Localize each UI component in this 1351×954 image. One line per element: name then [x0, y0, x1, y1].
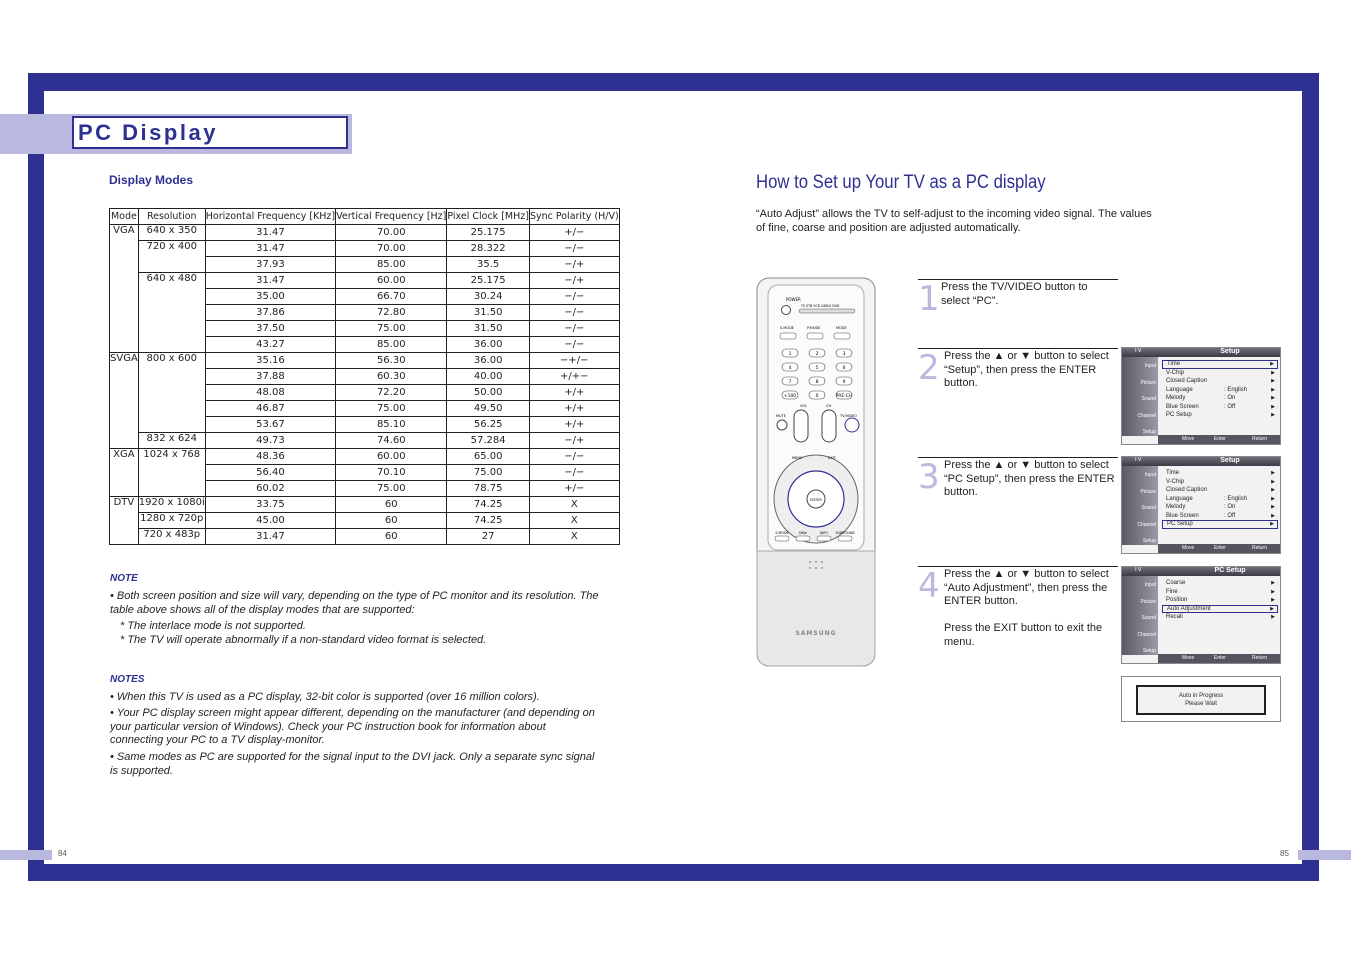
- remote-key-label: 4: [788, 366, 792, 371]
- table-cell: 70.00: [336, 225, 447, 241]
- table-row: [110, 449, 620, 465]
- remote-key-label: PRE-CH: [835, 394, 853, 399]
- osd-menu-item: [1162, 495, 1278, 504]
- table-cell: +/−: [529, 481, 619, 497]
- chevron-right-icon: ▶: [1271, 588, 1275, 595]
- page-tab-left: [0, 850, 52, 860]
- osd-bottom-bar: [1158, 654, 1280, 663]
- table-cell: 27: [447, 529, 530, 545]
- table-cell: 31.47: [205, 273, 335, 289]
- step-number: 3: [918, 457, 940, 497]
- step-divider: [918, 279, 1118, 280]
- table-cell: 85.00: [336, 337, 447, 353]
- remote-number-key: [782, 349, 798, 357]
- osd-menu-item-label: Language: [1166, 386, 1193, 393]
- table-cell: +/−: [529, 225, 619, 241]
- osd-bottom-hint: Return: [1252, 545, 1268, 551]
- table-header-cell: Pixel Clock [MHz]: [447, 209, 530, 225]
- osd-menu-item-label: V-Chip: [1166, 369, 1185, 376]
- table-cell: 31.50: [447, 321, 530, 337]
- table-row: [110, 353, 620, 369]
- table-cell: 72.80: [336, 305, 447, 321]
- table-cell: 43.27: [205, 337, 335, 353]
- remote-mute-label: MUTE: [776, 414, 786, 418]
- osd-menu-item: [1162, 579, 1278, 588]
- table-row: [110, 273, 620, 289]
- remote-number-key: [809, 391, 825, 399]
- chevron-right-icon: ▶: [1271, 597, 1275, 603]
- osd-menu-item-label: PC Setup: [1167, 521, 1193, 527]
- remote-number-key: [782, 363, 798, 371]
- table-cell: 37.88: [205, 369, 335, 385]
- chevron-right-icon: ▶: [1271, 378, 1275, 384]
- step-number: 4: [918, 566, 940, 606]
- table-cell: 40.00: [447, 369, 530, 385]
- table-cell: 30.24: [447, 289, 530, 305]
- step-divider: [918, 566, 1118, 567]
- remote-key-label: +100: [783, 394, 797, 399]
- osd-setup-screen-2: [1121, 456, 1281, 554]
- osd-menu-item-value: : English: [1224, 386, 1248, 393]
- remote-key-label: 8: [815, 380, 819, 385]
- table-cell: 45.00: [205, 513, 335, 529]
- notes-text-2: • Your PC display screen might appear different, depending on the manufacturer (and depending on your particular version of Windows). Check your PC instruction book for information about connecting your PC to a TV display-monitor.: [110, 707, 595, 746]
- note-sub-2: * The TV will operate abnormally if a non-standard video format is selected.: [120, 634, 487, 646]
- osd-sidebar: [1122, 576, 1158, 655]
- osd-side-item: Picture: [1140, 488, 1156, 495]
- osd-bottom-hint: Return: [1252, 655, 1268, 661]
- table-row: [110, 513, 620, 529]
- osd-menu-item-value: : Off: [1224, 512, 1236, 519]
- page-title: PC Display: [78, 120, 218, 145]
- table-cell: 60: [336, 497, 447, 513]
- osd-menu-item: [1162, 377, 1278, 386]
- osd-bottom-hint: Move: [1182, 436, 1195, 442]
- table-cell: X: [529, 513, 619, 529]
- osd-menu: [1162, 360, 1278, 420]
- osd-side-item: Input: [1144, 472, 1156, 478]
- osd-sidebar: [1122, 357, 1158, 436]
- table-cell: 57.284: [447, 433, 530, 449]
- step-text: Press the TV/VIDEO button to select “PC”.: [941, 281, 1088, 307]
- chevron-right-icon: ▶: [1271, 386, 1275, 393]
- table-cell: 31.47: [205, 241, 335, 257]
- table-cell: +/+: [529, 401, 619, 417]
- mode-cell: VGA: [110, 225, 139, 353]
- osd-side-item: Picture: [1140, 379, 1156, 386]
- table-cell: +/+: [529, 385, 619, 401]
- table-cell: −/−: [529, 449, 619, 465]
- chevron-right-icon: ▶: [1271, 403, 1275, 410]
- remote-bottom-key: [838, 536, 852, 541]
- table-cell: 36.00: [447, 353, 530, 369]
- table-cell: 35.16: [205, 353, 335, 369]
- table-cell: 37.93: [205, 257, 335, 273]
- remote-key-label: 3: [842, 352, 846, 357]
- resolution-cell: 720 x 483p: [138, 529, 205, 545]
- osd-menu-item: [1162, 588, 1278, 597]
- resolution-cell: 832 x 624: [138, 433, 205, 449]
- table-cell: 50.00: [447, 385, 530, 401]
- table-cell: 70.10: [336, 465, 447, 481]
- table-cell: 66.70: [336, 289, 447, 305]
- table-cell: −/−: [529, 289, 619, 305]
- table-cell: 56.30: [336, 353, 447, 369]
- table-cell: 60.02: [205, 481, 335, 497]
- table-cell: 60: [336, 513, 447, 529]
- table-cell: 75.00: [336, 481, 447, 497]
- table-row: [110, 497, 620, 513]
- table-cell: 60.30: [336, 369, 447, 385]
- table-cell: 85.00: [336, 257, 447, 273]
- osd-side-item: Channel: [1137, 412, 1156, 419]
- osd-menu-item-value: : Off: [1224, 403, 1236, 410]
- table-cell: −/−: [529, 321, 619, 337]
- table-cell: 60.00: [336, 449, 447, 465]
- osd-menu-item: [1162, 360, 1278, 369]
- table-cell: −+/−: [529, 353, 619, 369]
- osd-menu-item-label: Melody: [1166, 395, 1186, 401]
- osd-menu-item-label: Closed Caption: [1166, 378, 1208, 384]
- osd-title: Setup: [1220, 457, 1240, 464]
- resolution-cell: 800 x 600: [138, 353, 205, 433]
- table-cell: 75.00: [447, 465, 530, 481]
- osd-menu-item-label: Time: [1166, 470, 1180, 476]
- table-cell: 74.60: [336, 433, 447, 449]
- table-cell: X: [529, 529, 619, 545]
- remote-pmode-label: P.MODE: [807, 326, 821, 330]
- remote-number-key: [836, 349, 852, 357]
- resolution-cell: 640 x 350: [138, 225, 205, 241]
- mode-cell: XGA: [110, 449, 139, 497]
- table-cell: 56.40: [205, 465, 335, 481]
- table-cell: 33.75: [205, 497, 335, 513]
- remote-key-label: 1: [788, 352, 792, 357]
- remote-key-label: 0: [815, 394, 819, 399]
- table-cell: −/−: [529, 305, 619, 321]
- remote-bottom-key: [817, 536, 831, 541]
- osd-menu-item: [1162, 411, 1278, 420]
- osd-menu-item-label: Coarse: [1166, 580, 1186, 586]
- osd-side-item: Setup: [1142, 648, 1156, 654]
- table-cell: 56.25: [447, 417, 530, 433]
- remote-bottom-key-label: INFO: [820, 531, 828, 535]
- auto-progress-dialog: [1136, 685, 1266, 715]
- table-cell: 53.67: [205, 417, 335, 433]
- osd-menu-item-label: PC Setup: [1166, 412, 1192, 418]
- osd-bottom-bar: [1158, 544, 1280, 553]
- osd-menu-item: [1162, 596, 1278, 605]
- chevron-right-icon: ▶: [1271, 412, 1275, 418]
- table-header-cell: Vertical Frequency [Hz]: [336, 209, 447, 225]
- remote-mode-label: MODE: [836, 326, 847, 330]
- notes-heading: NOTES: [110, 674, 145, 685]
- chevron-right-icon: ▶: [1271, 512, 1275, 519]
- table-row: [110, 433, 620, 449]
- remote-exit-label: EXIT: [828, 456, 836, 460]
- remote-source-label: TV STB VCR CABLE DVD: [801, 304, 840, 308]
- table-header-cell: Mode: [110, 209, 139, 225]
- osd-title: PC Setup: [1214, 567, 1246, 574]
- remote-ch-label: CH: [826, 404, 832, 408]
- table-cell: −/+: [529, 257, 619, 273]
- osd-menu: [1162, 579, 1278, 622]
- remote-number-key: [836, 377, 852, 385]
- remote-number-key: [782, 377, 798, 385]
- remote-number-key: [809, 349, 825, 357]
- resolution-cell: 640 x 480: [138, 273, 205, 353]
- table-cell: 74.25: [447, 513, 530, 529]
- chevron-right-icon: ▶: [1270, 605, 1274, 612]
- osd-menu-item: [1162, 605, 1278, 614]
- remote-brand-logo: SAMSUNG: [795, 630, 837, 637]
- osd-menu-item-value: : English: [1224, 495, 1248, 502]
- osd-tv-label: TV: [1134, 348, 1142, 354]
- mode-cell: DTV: [110, 497, 139, 545]
- table-cell: 31.47: [205, 225, 335, 241]
- table-cell: 49.50: [447, 401, 530, 417]
- table-cell: 31.50: [447, 305, 530, 321]
- chevron-right-icon: ▶: [1271, 504, 1275, 510]
- remote-smode-label: S.MODE: [780, 326, 795, 330]
- osd-menu-item-label: Recall: [1166, 614, 1183, 620]
- resolution-cell: 720 x 400: [138, 241, 205, 273]
- osd-side-item: Input: [1144, 582, 1156, 588]
- table-cell: +/+−: [529, 369, 619, 385]
- osd-side-item: Sound: [1141, 505, 1156, 511]
- table-cell: 49.73: [205, 433, 335, 449]
- auto-progress-line-1: Auto in Progress: [1178, 693, 1224, 699]
- step-text: Press the ▲ or ▼ button to select “PC Setup”, then press the ENTER button.: [944, 459, 1115, 498]
- mode-cell: SVGA: [110, 353, 139, 449]
- osd-bottom-bar: [1158, 435, 1280, 444]
- page-number-left: 84: [58, 849, 67, 858]
- display-modes-heading: Display Modes: [109, 173, 194, 187]
- table-cell: 36.00: [447, 337, 530, 353]
- osd-side-item: Channel: [1137, 521, 1156, 528]
- display-modes-table: [109, 208, 620, 545]
- osd-side-item: Setup: [1142, 429, 1156, 435]
- table-cell: 46.87: [205, 401, 335, 417]
- table-cell: 72.20: [336, 385, 447, 401]
- resolution-cell: 1280 x 720p: [138, 513, 205, 529]
- osd-menu-item-label: Fine: [1166, 588, 1178, 595]
- osd-menu-item: [1162, 386, 1278, 395]
- osd-bottom-hint: Enter: [1214, 545, 1226, 551]
- remote-key-label: 9: [842, 380, 846, 385]
- setup-heading: How to Set up Your TV as a PC display: [756, 172, 1046, 193]
- remote-bottom-key-label: DNIe: [798, 531, 808, 535]
- step-number: 1: [918, 279, 940, 319]
- table-cell: −/−: [529, 465, 619, 481]
- remote-number-key: [782, 391, 798, 399]
- chevron-right-icon: ▶: [1271, 495, 1275, 502]
- chevron-right-icon: ▶: [1271, 369, 1275, 376]
- step-text: Press the ▲ or ▼ button to select “Setup”, then press the ENTER button.: [944, 350, 1109, 389]
- osd-menu-item: [1162, 469, 1278, 478]
- osd-menu-item: [1162, 478, 1278, 487]
- table-cell: +/+: [529, 417, 619, 433]
- osd-menu-item: [1162, 613, 1278, 622]
- remote-number-key: [836, 391, 853, 399]
- table-header-cell: Resolution: [138, 209, 205, 225]
- osd-menu-item: [1162, 394, 1278, 403]
- step-number: 2: [918, 348, 940, 388]
- step-extra-text: Press the EXIT button to exit the menu.: [944, 622, 1103, 648]
- osd-menu-item: [1162, 403, 1278, 412]
- table-cell: 35.00: [205, 289, 335, 305]
- osd-side-item: Setup: [1142, 538, 1156, 544]
- osd-setup-screen-1: [1121, 347, 1281, 445]
- resolution-cell: 1024 x 768: [138, 449, 205, 497]
- osd-tv-label: TV: [1134, 567, 1142, 573]
- remote-power-label: POWER: [786, 297, 801, 302]
- chevron-right-icon: ▶: [1271, 487, 1275, 493]
- osd-bottom-hint: Move: [1182, 545, 1195, 551]
- chevron-right-icon: ▶: [1271, 580, 1275, 586]
- remote-key-label: 7: [788, 380, 792, 385]
- osd-menu-item: [1162, 520, 1278, 529]
- osd-menu-item-label: Melody: [1166, 504, 1186, 510]
- osd-menu-item: [1162, 486, 1278, 495]
- step-divider: [918, 457, 1118, 458]
- table-cell: 28.322: [447, 241, 530, 257]
- chevron-right-icon: ▶: [1271, 614, 1275, 620]
- title-box: [72, 116, 348, 149]
- table-cell: −/−: [529, 241, 619, 257]
- osd-side-item: Sound: [1141, 615, 1156, 621]
- auto-progress-screen: [1121, 676, 1281, 722]
- note-heading: NOTE: [110, 573, 138, 584]
- remote-bottom-key-label: SURROUND: [835, 531, 855, 535]
- table-row: [110, 241, 620, 257]
- table-cell: 31.47: [205, 529, 335, 545]
- chevron-right-icon: ▶: [1271, 395, 1275, 401]
- table-cell: 78.75: [447, 481, 530, 497]
- remote-menu-label: MENU: [792, 456, 803, 460]
- table-cell: 65.00: [447, 449, 530, 465]
- resolution-cell: 1920 x 1080i: [138, 497, 205, 513]
- page-number-right: 85: [1280, 849, 1289, 858]
- note-text: • Both screen position and size will vary, depending on the type of PC monitor and its resolution. The table above shows all of the display modes that are supported:: [110, 590, 599, 616]
- table-cell: −/−: [529, 337, 619, 353]
- remote-bottom-key: [775, 536, 789, 541]
- intro-text: “Auto Adjust” allows the TV to self-adjust to the incoming video signal. The values of fine, coarse and position are adjusted automatically.: [756, 208, 1152, 234]
- table-cell: X: [529, 497, 619, 513]
- osd-menu-item: [1162, 369, 1278, 378]
- table-cell: 85.10: [336, 417, 447, 433]
- table-cell: 48.36: [205, 449, 335, 465]
- table-header-cell: Sync Polarity (H/V): [529, 209, 619, 225]
- osd-menu: [1162, 469, 1278, 529]
- notes-text-1: • When this TV is used as a PC display, 32-bit color is supported (over 16 million colors).: [110, 691, 540, 703]
- remote-control-illustration: [756, 277, 876, 667]
- table-cell: −/+: [529, 273, 619, 289]
- table-cell: 37.50: [205, 321, 335, 337]
- note-sub-1: * The interlace mode is not supported.: [120, 620, 306, 632]
- remote-vol-label: VOL: [800, 404, 808, 408]
- osd-menu-item-label: Position: [1166, 597, 1188, 603]
- osd-menu-item: [1162, 512, 1278, 521]
- remote-key-label: 2: [815, 352, 819, 357]
- remote-bottom-key: [796, 536, 810, 541]
- osd-tv-label: TV: [1134, 457, 1142, 463]
- osd-sidebar: [1122, 466, 1158, 545]
- osd-menu-item-label: Closed Caption: [1166, 487, 1208, 493]
- osd-menu-item-label: Time: [1167, 361, 1181, 367]
- osd-side-item: Input: [1144, 363, 1156, 369]
- table-cell: 25.175: [447, 273, 530, 289]
- table-cell: 75.00: [336, 321, 447, 337]
- remote-enter-label: ENTER: [810, 498, 822, 502]
- table-row: [110, 529, 620, 545]
- osd-menu-item-value: : On: [1224, 395, 1236, 401]
- osd-bottom-hint: Enter: [1214, 655, 1226, 661]
- osd-side-item: Sound: [1141, 396, 1156, 402]
- table-cell: 70.00: [336, 241, 447, 257]
- osd-pc-setup-screen: [1121, 566, 1281, 664]
- page-tab-right: [1298, 850, 1351, 860]
- osd-side-item: Channel: [1137, 631, 1156, 638]
- remote-tvvideo-label: TV/VIDEO: [840, 414, 857, 418]
- chevron-right-icon: ▶: [1270, 521, 1274, 527]
- osd-menu-item-label: Blue Screen: [1166, 403, 1199, 410]
- table-cell: 74.25: [447, 497, 530, 513]
- table-cell: 48.08: [205, 385, 335, 401]
- osd-bottom-hint: Return: [1252, 436, 1268, 442]
- table-cell: 37.86: [205, 305, 335, 321]
- chevron-right-icon: ▶: [1270, 361, 1274, 367]
- table-row: [110, 225, 620, 241]
- table-cell: 35.5: [447, 257, 530, 273]
- chevron-right-icon: ▶: [1271, 470, 1275, 476]
- osd-bottom-hint: Enter: [1214, 436, 1226, 442]
- chevron-right-icon: ▶: [1271, 478, 1275, 485]
- remote-key-label: 6: [842, 366, 846, 371]
- osd-menu-item-label: Auto Adjustment: [1167, 605, 1211, 612]
- table-cell: 60: [336, 529, 447, 545]
- table-cell: 75.00: [336, 401, 447, 417]
- step-divider: [918, 348, 1118, 349]
- remote-number-key: [836, 363, 852, 371]
- osd-title: Setup: [1220, 348, 1240, 355]
- osd-bottom-hint: Move: [1182, 655, 1195, 661]
- osd-menu-item-label: Blue Screen: [1166, 512, 1199, 519]
- osd-menu-item-value: : On: [1224, 504, 1236, 510]
- table-cell: −/+: [529, 433, 619, 449]
- remote-bottom-key-label: S.MODE: [775, 531, 789, 535]
- notes-text-3: • Same modes as PC are supported for the signal input to the DVI jack. Only a separate sync signal is supported.: [110, 751, 595, 777]
- auto-progress-line-2: Please Wait: [1185, 701, 1217, 707]
- remote-number-key: [809, 363, 825, 371]
- remote-number-key: [809, 377, 825, 385]
- table-cell: 25.175: [447, 225, 530, 241]
- osd-menu-item: [1162, 503, 1278, 512]
- table-cell: 60.00: [336, 273, 447, 289]
- step-text: Press the ▲ or ▼ button to select “Auto Adjustment”, then press the ENTER button.: [944, 568, 1109, 607]
- osd-menu-item-label: Language: [1166, 495, 1193, 502]
- osd-side-item: Picture: [1140, 598, 1156, 605]
- remote-key-label: 5: [815, 366, 819, 371]
- osd-menu-item-label: V-Chip: [1166, 478, 1185, 485]
- table-header-cell: Horizontal Frequency [KHz]: [205, 209, 335, 225]
